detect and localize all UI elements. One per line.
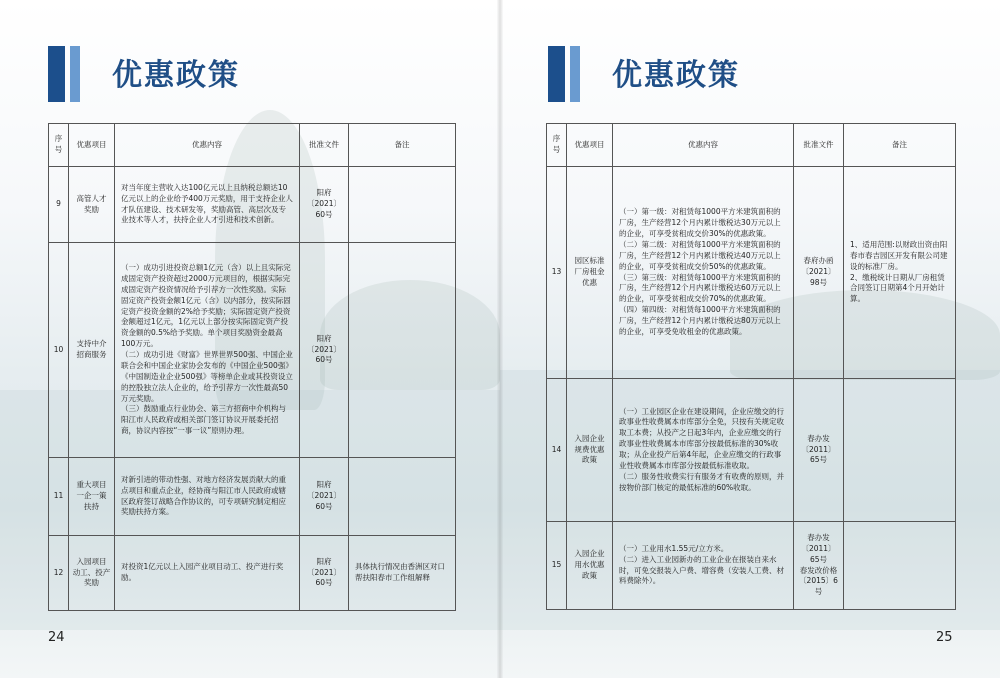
row-note <box>349 167 456 243</box>
header-content: 优惠内容 <box>115 124 300 167</box>
page-title: 优惠政策 <box>612 58 740 93</box>
row-doc: 阳府 〔2021〕60号 <box>300 536 349 611</box>
title-bar-light <box>70 46 80 102</box>
row-content: （一）工业用水1.55元/立方米。 （二）进入工业园新办的工业企业在报装自来水时，可免交报装入户费、增容费（安装人工费、材料费除外）。 <box>613 522 794 610</box>
table-row <box>49 243 456 458</box>
header-no: 序号 <box>49 124 69 167</box>
row-doc: 阳府 〔2021〕60号 <box>300 458 349 536</box>
page-number: 25 <box>936 630 953 645</box>
row-content: 对当年度主营收入达100亿元以上且纳税总额达10亿元以上的企业给予400万元奖励，用于支持企业人才队伍建设、技术研发等，奖励高管、高层次及专业技术等人才，扶持企业人才引进和技术创新。 <box>115 167 300 243</box>
row-item: 入园企业 用水优惠 政策 <box>567 522 613 610</box>
table-row <box>547 167 956 379</box>
title-bar-light <box>570 46 580 102</box>
row-note <box>349 458 456 536</box>
table-row <box>49 167 456 243</box>
policy-table-right <box>546 123 956 610</box>
row-item: 支持中介 招商服务 <box>69 243 115 458</box>
row-doc: 春办发 〔2011〕65号 <box>794 379 844 522</box>
page-title: 优惠政策 <box>112 58 240 93</box>
row-content: （一）成功引进投资总额1亿元（含）以上且实际完成固定资产投资超过2000万元项目的，根据实际完成固定资产投资情况给予引荐方一次性奖励。实际固定资产投资金额1亿元（含）以内部分，按实际固定资产投资金额的2%给予奖励；实际固定资产投资金额超过1亿元，1亿元以上部分按实际固定资产投资金额的0.5%给予奖励。单个项目奖励资金最高100万元。 （二）成功引进《财富》世界世界500强、中国企业联合会和中国企业家协会发布的《中国企业500强》《中国制造业企业500强》等榜单企业或其投资设立的控股独立法人企业的，给予引荐方一次性最高50万元奖励。 （三）鼓励重点行业协会、第三方招商中介机构与阳江市人民政府或相关部门签订协议开展委托招商，协议内容按“一事一议”原则办理。 <box>115 243 300 458</box>
title-bar-dark <box>48 46 65 102</box>
policy-table-left <box>48 123 456 611</box>
header-note: 备注 <box>844 124 956 167</box>
header-doc: 批准文件 <box>794 124 844 167</box>
row-item: 入园企业 规费优惠 政策 <box>567 379 613 522</box>
row-no: 9 <box>49 167 69 243</box>
row-doc: 春办发 〔2011〕65号 春发改价格 〔2015〕6号 <box>794 522 844 610</box>
table-row <box>547 379 956 522</box>
row-doc: 阳府 〔2021〕60号 <box>300 167 349 243</box>
table-row <box>49 458 456 536</box>
page-number: 24 <box>48 630 65 645</box>
row-no: 11 <box>49 458 69 536</box>
row-note: 1、适用范围:以财政出资由阳春市春吉园区开发有限公司建设的标准厂房。 2、缴税统计日期从厂房租赁合同签订日期第4个月开始计算。 <box>844 167 956 379</box>
row-note <box>349 243 456 458</box>
row-no: 14 <box>547 379 567 522</box>
row-content: （一）第一级：对租赁每1000平方米建筑面积的厂房，生产经营12个月内累计缴税达30万元以上的企业，可享受贫租成交价30%的优惠政策。 （二）第二级：对租赁每1000平方米建筑面积的厂房，生产经营12个月内累计缴税达40万元以上的企业，可享受贫租成交价50%的优惠政策。 （三）第三级：对租赁每1000平方米建筑面积的厂房，生产经营12个月内累计缴税达60万元以上的企业，可享受贫租成交价70%的优惠政策。 （四）第四级：对租赁每1000平方米建筑面积的厂房，生产经营12个月内累计缴税达80万元以上的企业，可享受免收租金的优惠政策。 <box>613 167 794 379</box>
row-content: 对投资1亿元以上入园产业项目动工、投产进行奖励。 <box>115 536 300 611</box>
header-doc: 批准文件 <box>300 124 349 167</box>
row-doc: 春府办函 〔2021〕98号 <box>794 167 844 379</box>
header-item: 优惠项目 <box>567 124 613 167</box>
row-item: 入园项目 动工、投产 奖励 <box>69 536 115 611</box>
row-item: 重大项目 一企一策 扶持 <box>69 458 115 536</box>
header-no: 序号 <box>547 124 567 167</box>
row-content: （一）工业园区企业在建设期间，企业应缴交的行政事业性收费属本市库部分全免，只按有关规定收取工本费；从投产之日起3年内，企业应缴交的行政事业性收费属本市库部分按最低标准的30%收取；从企业投产后第4年起，企业应缴交的行政事业性收费属本市库部分按最低标准收取。 （二）服务性收费实行有服务才有收费的原则，并按物价部门核定的最低标准的60%收取。 <box>613 379 794 522</box>
header-note: 备注 <box>349 124 456 167</box>
page-gutter <box>497 0 503 678</box>
row-content: 对新引进的带动性强、对地方经济发展贡献大的重点项目和重点企业，经协商与阳江市人民政府或辖区政府签订战略合作协议的，可专项研究制定相应奖励扶持方案。 <box>115 458 300 536</box>
row-no: 12 <box>49 536 69 611</box>
table-row <box>49 536 456 611</box>
row-no: 15 <box>547 522 567 610</box>
title-bar-dark <box>548 46 565 102</box>
table-header-row <box>49 124 456 167</box>
table-header-row <box>547 124 956 167</box>
row-note <box>844 522 956 610</box>
row-note: 具体执行情况由香洲区对口帮扶阳春市工作组解释 <box>349 536 456 611</box>
table-row <box>547 522 956 610</box>
row-no: 13 <box>547 167 567 379</box>
header-item: 优惠项目 <box>69 124 115 167</box>
header-content: 优惠内容 <box>613 124 794 167</box>
row-item: 高管人才 奖励 <box>69 167 115 243</box>
row-doc: 阳府 〔2021〕60号 <box>300 243 349 458</box>
row-note <box>844 379 956 522</box>
row-item: 园区标准 厂房租金 优惠 <box>567 167 613 379</box>
row-no: 10 <box>49 243 69 458</box>
